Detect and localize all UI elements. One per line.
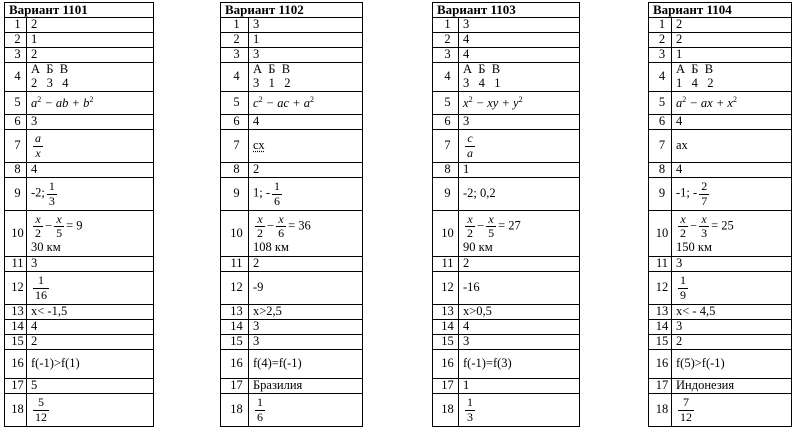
answer-12: $\frac{1}{9}$ <box>672 272 792 305</box>
answer-2: 1 <box>27 33 154 48</box>
answer-1: 3 <box>249 18 363 33</box>
answer-5: $x^2$ − xy + $y^2$ <box>459 92 580 115</box>
answer-2: 4 <box>459 33 580 48</box>
answer-11: 2 <box>249 257 363 272</box>
answer-6: 4 <box>249 115 363 130</box>
answer-table-1101: Вариант 1101 1 2 2 1 3 2 4 А Б В 2 3 4 5 $a^2$ − ab + $b^2$ 6 3 7 $\frac{a}{x}$ 8 4 9 -2; $\frac{1}{3}$ 10 $\frac{x}{2}$ − $\frac{x}{5}$ = 9 30 км 11 3 12 $\frac{1}{16}$ 13 x< -1,5 14 4 15 2 16 f(-1)>f(1) 17 5 18 $\frac{5}{12}$ <box>4 2 154 427</box>
answer-13: x>0,5 <box>459 305 580 320</box>
answer-16: f(5)>f(-1) <box>672 350 792 379</box>
answer-8: 1 <box>459 163 580 178</box>
answer-14: 3 <box>672 320 792 335</box>
answer-18: $\frac{1}{3}$ <box>459 394 580 427</box>
answer-3: 1 <box>672 48 792 63</box>
answer-3: 4 <box>459 48 580 63</box>
answer-13: x< -1,5 <box>27 305 154 320</box>
table-title: Вариант 1103 <box>433 3 580 18</box>
answer-5: $a^2$ − ax + $x^2$ <box>672 92 792 115</box>
answer-7: $\frac{a}{x}$ <box>27 130 154 163</box>
answer-15: 2 <box>27 335 154 350</box>
answer-2: 1 <box>249 33 363 48</box>
answer-8: 4 <box>672 163 792 178</box>
answer-4: А Б В 1 4 2 <box>672 63 792 92</box>
table-title: Вариант 1104 <box>649 3 792 18</box>
answer-17: 5 <box>27 379 154 394</box>
table-title: Вариант 1102 <box>221 3 363 18</box>
answer-13: x< - 4,5 <box>672 305 792 320</box>
answer-2: 2 <box>672 33 792 48</box>
answer-12: -9 <box>249 272 363 305</box>
answer-18: $\frac{7}{12}$ <box>672 394 792 427</box>
answer-9: 1; - $\frac{1}{6}$ <box>249 178 363 211</box>
answer-1: 3 <box>459 18 580 33</box>
answer-8: 2 <box>249 163 363 178</box>
answer-6: 4 <box>672 115 792 130</box>
answer-4: А Б В 2 3 4 <box>27 63 154 92</box>
answer-15: 3 <box>249 335 363 350</box>
answer-1: 2 <box>672 18 792 33</box>
answer-15: 3 <box>459 335 580 350</box>
answer-table-1102: Вариант 1102 1 3 2 1 3 3 4 А Б В 3 1 2 5 $c^2$ − ac + $a^2$ 6 4 7 сх 8 2 9 1; - $\frac{1}{6}$ 10 $\frac{x}{2}$ − $\frac{x}{6}$ = 36 108 км 11 2 12 -9 13 x>2,5 14 3 15 3 16 f(4)=f(-1) 17 Бразилия 18 $\frac{1}{6}$ <box>220 2 363 427</box>
answer-9: -2; $\frac{1}{3}$ <box>27 178 154 211</box>
answer-12: $\frac{1}{16}$ <box>27 272 154 305</box>
answer-15: 2 <box>672 335 792 350</box>
answer-10: $\frac{x}{2}$ − $\frac{x}{5}$ = 27 90 км <box>459 211 580 257</box>
answer-10: $\frac{x}{2}$ − $\frac{x}{5}$ = 9 30 км <box>27 211 154 257</box>
answer-9: -2; 0,2 <box>459 178 580 211</box>
answer-16: f(-1)>f(1) <box>27 350 154 379</box>
answer-10: $\frac{x}{2}$ − $\frac{x}{6}$ = 36 108 км <box>249 211 363 257</box>
answer-4: А Б В 3 1 2 <box>249 63 363 92</box>
answer-18: $\frac{5}{12}$ <box>27 394 154 427</box>
answer-14: 3 <box>249 320 363 335</box>
answer-16: f(4)=f(-1) <box>249 350 363 379</box>
answer-3: 3 <box>249 48 363 63</box>
answer-7: $\frac{c}{a}$ <box>459 130 580 163</box>
answer-11: 2 <box>459 257 580 272</box>
answer-14: 4 <box>27 320 154 335</box>
answer-11: 3 <box>672 257 792 272</box>
answer-4: А Б В 3 4 1 <box>459 63 580 92</box>
answer-3: 2 <box>27 48 154 63</box>
answer-16: f(-1)=f(3) <box>459 350 580 379</box>
answer-17: Индонезия <box>672 379 792 394</box>
answer-9: -1; - $\frac{2}{7}$ <box>672 178 792 211</box>
answer-6: 3 <box>27 115 154 130</box>
answer-table-1104: Вариант 1104 1 2 2 2 3 1 4 А Б В 1 4 2 5 $a^2$ − ax + $x^2$ 6 4 7 ах 8 4 9 -1; - $\frac{2}{7}$ 10 $\frac{x}{2}$ − $\frac{x}{3}$ = 25 150 км 11 3 12 $\frac{1}{9}$ 13 x< - 4,5 14 3 15 2 16 f(5)>f(-1) 17 Индонезия 18 $\frac{7}{12}$ <box>648 2 792 427</box>
answer-8: 4 <box>27 163 154 178</box>
answer-5: $a^2$ − ab + $b^2$ <box>27 92 154 115</box>
answer-13: x>2,5 <box>249 305 363 320</box>
answer-7: сх <box>249 130 363 163</box>
answer-18: $\frac{1}{6}$ <box>249 394 363 427</box>
answer-17: 1 <box>459 379 580 394</box>
answer-12: -16 <box>459 272 580 305</box>
answer-table-1103: Вариант 1103 1 3 2 4 3 4 4 А Б В 3 4 1 5 $x^2$ − xy + $y^2$ 6 3 7 $\frac{c}{a}$ 8 1 9 -2; 0,2 10 $\frac{x}{2}$ − $\frac{x}{5}$ = 27 90 км 11 2 12 -16 13 x>0,5 14 4 15 3 16 f(-1)=f(3) 17 1 18 $\frac{1}{3}$ <box>432 2 580 427</box>
answer-5: $c^2$ − ac + $a^2$ <box>249 92 363 115</box>
answer-14: 4 <box>459 320 580 335</box>
answer-7: ах <box>672 130 792 163</box>
table-title: Вариант 1101 <box>5 3 154 18</box>
answer-10: $\frac{x}{2}$ − $\frac{x}{3}$ = 25 150 км <box>672 211 792 257</box>
answer-17: Бразилия <box>249 379 363 394</box>
answer-1: 2 <box>27 18 154 33</box>
answer-11: 3 <box>27 257 154 272</box>
answer-6: 3 <box>459 115 580 130</box>
